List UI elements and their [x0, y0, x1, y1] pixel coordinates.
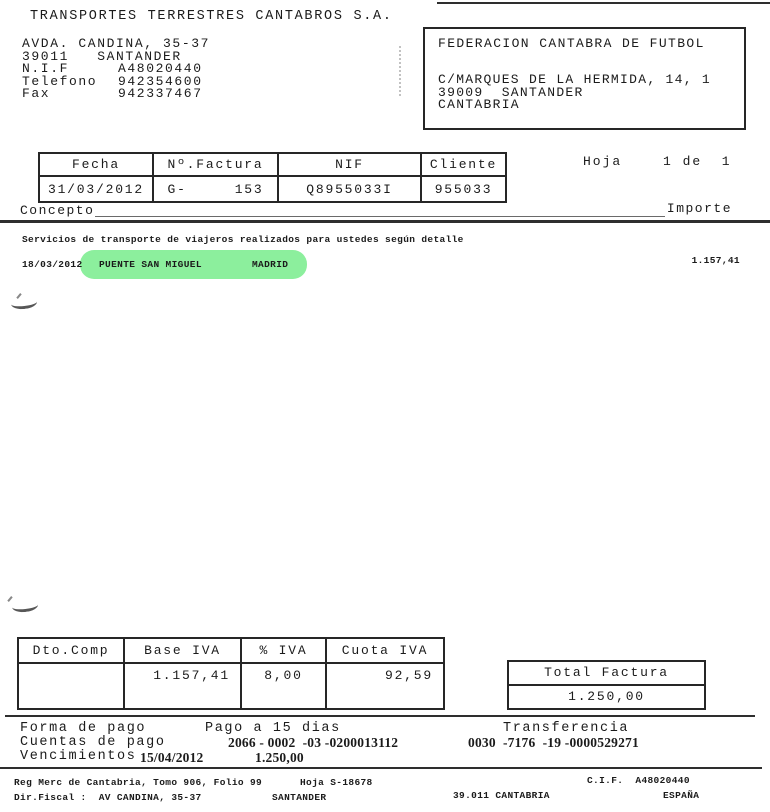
- phone-label: Telefono: [22, 73, 98, 89]
- footer-rule: [0, 767, 762, 769]
- invoice-value-factura: G- 153: [154, 177, 279, 203]
- invoice-header-nif: NIF: [279, 154, 422, 177]
- iva-header-pct: % IVA: [242, 639, 327, 664]
- footer-reg: Reg Merc de Cantabria, Tomo 906, Folio 99: [14, 777, 263, 788]
- forma-pago-value: Pago a 15 dias: [205, 721, 341, 736]
- scan-artifact-dotted-line: [399, 46, 401, 96]
- top-right-rule: [437, 2, 770, 4]
- service-line-destination: MADRID: [252, 259, 289, 270]
- footer-city: SANTANDER: [272, 792, 327, 803]
- invoice-header-cliente: Cliente: [422, 154, 507, 177]
- iva-header-cuota: Cuota IVA: [327, 639, 445, 664]
- client-box: [423, 27, 746, 130]
- cuenta-2: 0030 -7176 -19 -0000529271: [468, 735, 639, 750]
- total-box: [507, 660, 706, 710]
- vencimiento-amount: 1.250,00: [255, 750, 304, 765]
- total-value: 1.250,00: [568, 689, 645, 704]
- cuenta-1: 2066 - 0002 -03 -0200013112: [228, 735, 399, 750]
- company-name: TRANSPORTES TERRESTRES CANTABROS S.A.: [30, 9, 393, 24]
- cuentas-pago-label: Cuentas de pago: [20, 735, 166, 750]
- service-line-amount: 1.157,41: [691, 255, 740, 266]
- iva-value-cuota: 92,59: [327, 664, 445, 710]
- invoice-meta-table: [38, 152, 507, 203]
- concepto-label: Concepto: [20, 203, 95, 218]
- fax-label: Fax: [22, 86, 51, 101]
- footer-region: 39.011 CANTABRIA: [453, 790, 550, 801]
- concepto-rule: [0, 220, 770, 223]
- vencimientos-label: Vencimientos: [20, 749, 137, 764]
- iva-value-base: 1.157,41: [125, 664, 242, 710]
- payment-rule-top: [5, 715, 755, 717]
- company-address-block: [22, 38, 210, 101]
- footer-country: ESPAÑA: [663, 790, 700, 801]
- invoice-value-nif: Q8955033I: [279, 177, 422, 203]
- scan-smudge-2: [11, 599, 38, 614]
- footer-hoja: Hoja S-18678: [300, 777, 373, 788]
- client-region: CANTABRIA: [438, 97, 520, 112]
- total-label: Total Factura: [509, 662, 704, 686]
- iva-value-dtocomp: [19, 664, 125, 710]
- service-line-origin: PUENTE SAN MIGUEL: [99, 259, 202, 270]
- footer-dir-fiscal: Dir.Fiscal : AV CANDINA, 35-37: [14, 792, 202, 803]
- company-address-line2: 39011 SANTANDER: [22, 48, 182, 64]
- concepto-underline: [95, 216, 665, 217]
- phone-value: 942354600: [118, 73, 203, 89]
- hoja-value: 1 de 1: [663, 154, 732, 169]
- importe-label: Importe: [666, 201, 732, 216]
- company-fax-line: [22, 88, 210, 101]
- forma-pago-label: Forma de pago: [20, 721, 147, 736]
- client-name: FEDERACION CANTABRA DE FUTBOL: [438, 36, 705, 51]
- service-line-date: 18/03/2012: [22, 259, 83, 270]
- scan-smudge-1: [10, 296, 37, 311]
- service-description: Servicios de transporte de viajeros realizados para ustedes según detalle: [22, 234, 464, 245]
- iva-table: [17, 637, 445, 710]
- footer-cif: C.I.F. A48020440: [587, 775, 690, 786]
- iva-value-pct: 8,00: [242, 664, 327, 710]
- hoja-label: Hoja: [583, 154, 623, 169]
- invoice-value-cliente: 955033: [422, 177, 507, 203]
- invoice-header-factura: Nº.Factura: [154, 154, 279, 177]
- invoice-header-fecha: Fecha: [40, 154, 154, 177]
- nif-value: A48020440: [118, 61, 203, 76]
- company-address-line1: AVDA. CANDINA, 35-37: [22, 36, 211, 51]
- transferencia-label: Transferencia: [503, 721, 630, 736]
- client-address: C/MARQUES DE LA HERMIDA, 14, 1: [438, 72, 712, 87]
- invoice-value-fecha: 31/03/2012: [40, 177, 154, 203]
- client-city: 39009 SANTANDER: [438, 84, 584, 100]
- fax-value: 942337467: [118, 86, 203, 101]
- vencimiento-date: 15/04/2012: [140, 750, 204, 765]
- iva-header-dtocomp: Dto.Comp: [19, 639, 125, 664]
- nif-label: N.I.F: [22, 61, 70, 76]
- iva-header-base: Base IVA: [125, 639, 242, 664]
